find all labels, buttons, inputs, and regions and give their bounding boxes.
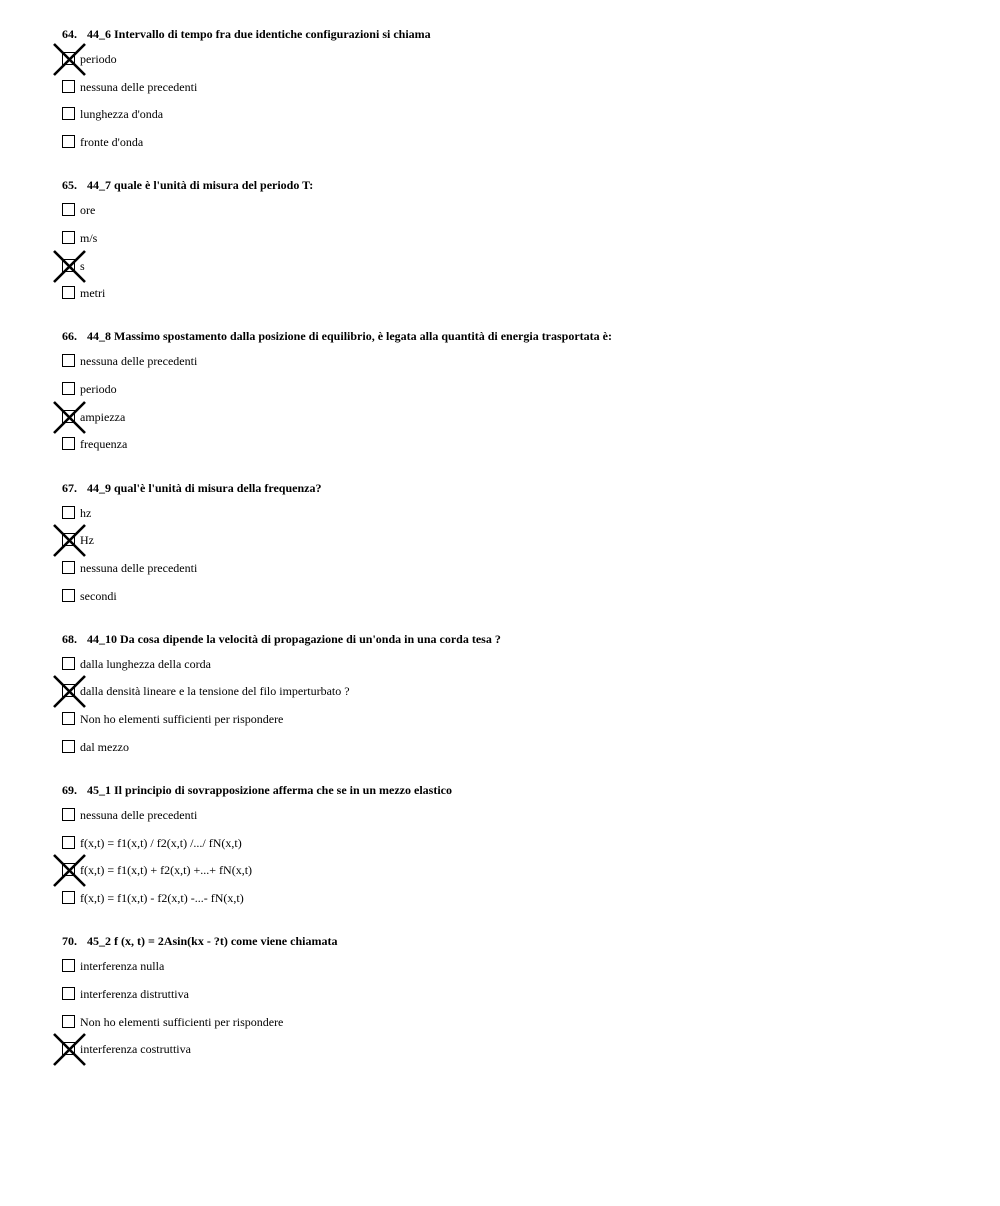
checked-checkbox[interactable]	[62, 259, 75, 272]
answer-option[interactable]	[62, 52, 962, 80]
option-label: dalla lunghezza della corda	[80, 656, 211, 671]
checkbox[interactable]	[62, 836, 75, 849]
answer-option[interactable]	[62, 959, 962, 987]
option-label: metri	[80, 286, 106, 301]
checkbox[interactable]	[62, 286, 75, 299]
answer-options	[62, 959, 962, 1070]
question-number: 66.	[62, 329, 77, 344]
checkbox[interactable]	[62, 987, 75, 1000]
option-label: Non ho elementi sufficienti per rispondere	[80, 1014, 284, 1029]
question-block	[62, 480, 962, 617]
option-label: ampiezza	[80, 409, 126, 424]
question-block	[62, 933, 962, 1070]
option-label: f(x,t) = f1(x,t) - f2(x,t) -...- fN(x,t)	[80, 891, 244, 906]
answer-option[interactable]	[62, 286, 962, 314]
question-text: 45_2 f (x, t) = 2Asin(kx - ?t) come viene chiamata	[87, 934, 338, 949]
checkbox[interactable]	[62, 589, 75, 602]
question-title	[62, 782, 962, 798]
answer-option[interactable]	[62, 107, 962, 135]
checkbox[interactable]	[62, 231, 75, 244]
answer-option[interactable]	[62, 410, 962, 438]
checkbox[interactable]	[62, 712, 75, 725]
question-block	[62, 631, 962, 768]
answer-options	[62, 203, 962, 314]
option-label: secondi	[80, 588, 117, 603]
question-title	[62, 480, 962, 496]
question-title	[62, 177, 962, 193]
answer-option[interactable]	[62, 561, 962, 589]
answer-options	[62, 506, 962, 617]
answer-option[interactable]	[62, 382, 962, 410]
question-number: 64.	[62, 27, 77, 41]
option-label: nessuna delle precedenti	[80, 560, 198, 575]
option-label: fronte d'onda	[80, 135, 144, 150]
option-label: dalla densità lineare e la tensione del filo imperturbato ?	[80, 684, 350, 699]
answer-option[interactable]	[62, 712, 962, 740]
checkbox[interactable]	[62, 891, 75, 904]
question-text: 44_7 quale è l'unità di misura del periodo T:	[87, 178, 314, 193]
checkbox[interactable]	[62, 80, 75, 93]
question-number: 65.	[62, 178, 77, 193]
checkbox[interactable]	[62, 808, 75, 821]
answer-option[interactable]	[62, 354, 962, 382]
checkbox[interactable]	[62, 561, 75, 574]
question-text: 44_10 Da cosa dipende la velocità di propagazione di un'onda in una corda tesa ?	[87, 631, 501, 646]
question-block	[62, 782, 962, 919]
question-title	[62, 631, 962, 647]
option-label: hz	[80, 505, 92, 520]
answer-option[interactable]	[62, 203, 962, 231]
checkbox[interactable]	[62, 506, 75, 519]
checkbox[interactable]	[62, 382, 75, 395]
checkbox[interactable]	[62, 135, 75, 148]
option-label: f(x,t) = f1(x,t) / f2(x,t) /.../ fN(x,t)	[80, 835, 242, 850]
answer-option[interactable]	[62, 684, 962, 712]
option-label: interferenza nulla	[80, 959, 165, 974]
option-label: f(x,t) = f1(x,t) + f2(x,t) +...+ fN(x,t)	[80, 863, 253, 878]
option-label: Hz	[80, 533, 94, 548]
answer-options	[62, 657, 962, 768]
answer-option[interactable]	[62, 863, 962, 891]
question-block	[62, 177, 962, 314]
question-block	[62, 328, 962, 465]
answer-option[interactable]	[62, 589, 962, 617]
checked-checkbox[interactable]	[62, 684, 75, 697]
answer-option[interactable]	[62, 740, 962, 768]
option-label: interferenza distruttiva	[80, 986, 189, 1001]
option-label: periodo	[80, 382, 117, 397]
answer-option[interactable]	[62, 836, 962, 864]
question-number: 68.	[62, 631, 77, 646]
checked-checkbox[interactable]	[62, 533, 75, 546]
answer-option[interactable]	[62, 657, 962, 685]
answer-option[interactable]	[62, 891, 962, 919]
question-text: 44_8 Massimo spostamento dalla posizione di equilibrio, è legata alla quantità di energia trasportata è:	[87, 329, 612, 344]
checked-checkbox[interactable]	[62, 52, 75, 65]
checked-checkbox[interactable]	[62, 863, 75, 876]
option-label: nessuna delle precedenti	[80, 79, 198, 94]
option-label: lunghezza d'onda	[80, 107, 164, 122]
question-text: 44_9 qual'è l'unità di misura della frequenza?	[87, 480, 322, 495]
checkbox[interactable]	[62, 354, 75, 367]
answer-option[interactable]	[62, 135, 962, 163]
question-title	[62, 933, 962, 949]
answer-option[interactable]	[62, 80, 962, 108]
option-label: interferenza costruttiva	[80, 1042, 191, 1057]
answer-option[interactable]	[62, 259, 962, 287]
checkbox[interactable]	[62, 437, 75, 450]
question-text: 45_1 Il principio di sovrapposizione afferma che se in un mezzo elastico	[87, 783, 452, 797]
option-label: Non ho elementi sufficienti per rispondere	[80, 712, 284, 727]
answer-option[interactable]	[62, 437, 962, 465]
option-label: ore	[80, 203, 96, 218]
checked-checkbox[interactable]	[62, 410, 75, 423]
checkbox[interactable]	[62, 1015, 75, 1028]
answer-option[interactable]	[62, 1015, 962, 1043]
checkbox[interactable]	[62, 107, 75, 120]
question-text: 44_6 Intervallo di tempo fra due identiche configurazioni si chiama	[87, 27, 431, 41]
answer-options	[62, 354, 962, 465]
option-label: dal mezzo	[80, 739, 129, 754]
answer-options	[62, 52, 962, 163]
question-number: 67.	[62, 480, 77, 495]
checked-checkbox[interactable]	[62, 1042, 75, 1055]
answer-option[interactable]	[62, 1042, 962, 1070]
option-label: nessuna delle precedenti	[80, 808, 198, 822]
question-title	[62, 26, 962, 42]
checkbox[interactable]	[62, 740, 75, 753]
option-label: m/s	[80, 230, 98, 245]
answer-option[interactable]	[62, 533, 962, 561]
checkbox[interactable]	[62, 959, 75, 972]
checkbox[interactable]	[62, 203, 75, 216]
answer-option[interactable]	[62, 231, 962, 259]
checkbox[interactable]	[62, 657, 75, 670]
answer-options	[62, 808, 962, 919]
answer-option[interactable]	[62, 506, 962, 534]
question-number: 69.	[62, 783, 77, 797]
option-label: frequenza	[80, 437, 128, 452]
question-number: 70.	[62, 934, 77, 949]
answer-option[interactable]	[62, 987, 962, 1015]
option-label: nessuna delle precedenti	[80, 354, 198, 369]
option-label: periodo	[80, 52, 117, 66]
answer-option[interactable]	[62, 808, 962, 836]
question-block	[62, 26, 962, 163]
question-title	[62, 328, 962, 344]
option-label: s	[80, 258, 85, 273]
